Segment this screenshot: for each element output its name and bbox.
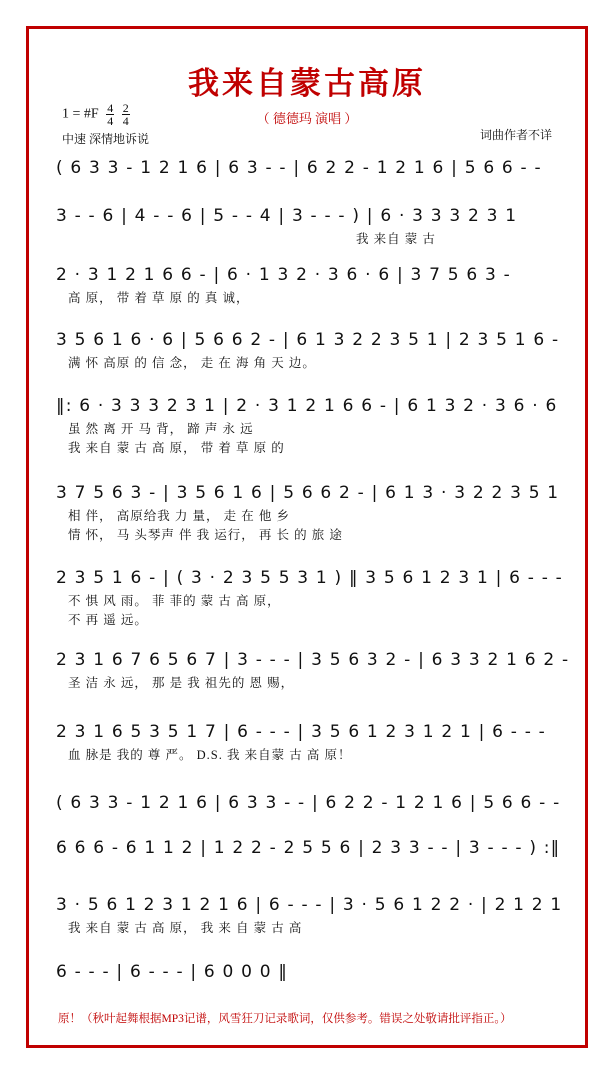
score-line-5-lyrics-verse2: 我 来自 蒙 古 高 原， 带 着 草 原 的 [68, 441, 285, 455]
border-top [26, 26, 588, 29]
composer-credit: 词曲作者不详 [479, 128, 552, 142]
score-line-9 [56, 722, 560, 763]
score-line-4-lyrics: 满 怀 高原 的 信 念， 走 在 海 角 天 边。 [68, 356, 316, 370]
tempo-marking: 中速 深情地诉说 [62, 132, 150, 146]
score-line-12-lyrics: 我 来自 蒙 古 高 原， 我 来 自 蒙 古 高 [68, 921, 303, 935]
score-line-6-notes: 3 7 5 6 3 - | 3 5 6 1 6 | 5 6 6 2 - | 6 1 3 · 3 2 2 3 5 1 [56, 483, 560, 503]
score-line-3-lyrics: 高 原， 带 着 草 原 的 真 诚， [68, 291, 250, 305]
score-line-7-notes: 2 3 5 1 6 - | ( 3 · 2 3 5 5 3 1 ) ‖ 3 5 6 1 2 3 1 | 6 - - - [56, 568, 563, 588]
score-line-13-notes: 6 - - - | 6 - - - | 6 0 0 0 ‖ [56, 962, 289, 982]
time-signature-1-denominator: 4 [107, 114, 114, 128]
score-line-11 [56, 838, 560, 861]
score-line-11-notes: 6 6 6 - 6 1 1 2 | 1 2 2 - 2 5 5 6 | 2 3 3 - - | 3 - - - ) :‖ [56, 838, 561, 858]
time-signature-2-denominator: 4 [122, 114, 129, 128]
score-line-8-notes: 2 3 1 6 7 6 5 6 7 | 3 - - - | 3 5 6 3 2 - | 6 3 3 2 1 6 2 - [56, 650, 570, 670]
score-line-6-lyrics-verse2: 情 怀， 马 头琴声 伴 我 运行， 再 长 的 旅 途 [68, 528, 343, 542]
score-line-7 [56, 568, 563, 628]
footnote-text: 原！（秋叶起舞根据MP3记谱，风雪狂刀记录歌词，仅供参考。错误之处敬请批评指正。） [58, 1013, 512, 1025]
score-line-3 [56, 265, 560, 306]
score-line-12 [56, 895, 563, 936]
score-line-8-lyrics: 圣 洁 永 远， 那 是 我 祖先的 恩 赐， [68, 676, 295, 690]
time-signature-1-numerator: 4 [107, 101, 114, 115]
score-line-7-lyrics: 不 惧 风 雨。 菲 菲的 蒙 古 高 原， [68, 594, 281, 608]
score-line-12-notes: 3 · 5 6 1 2 3 1 2 1 6 | 6 - - - | 3 · 5 6 1 2 2 · | 2 1 2 1 [56, 895, 563, 915]
score-line-2-notes: 3 - - 6 | 4 - - 6 | 5 - - 4 | 3 - - - ) | 6 · 3 3 3 2 3 1 [56, 206, 518, 226]
score-line-9-notes: 2 3 1 6 5 3 5 1 7 | 6 - - - | 3 5 6 1 2 3 1 2 1 | 6 - - - [56, 722, 547, 742]
score-line-2 [56, 206, 560, 247]
time-signature-2 [122, 102, 130, 127]
time-signature-2-numerator: 2 [122, 101, 129, 115]
score-line-8 [56, 650, 570, 691]
score-line-6 [56, 483, 560, 543]
score-line-1-notes: ( 6 3 3 - 1 2 1 6 | 6 3 - - | 6 2 2 - 1 2 1 6 | 5 6 6 - - [56, 158, 542, 178]
song-title: 我来自蒙古高原 [188, 66, 426, 101]
score-line-10 [56, 793, 560, 816]
border-bottom [26, 1045, 588, 1048]
score-line-3-notes: 2 · 3 1 2 1 6 6 - | 6 · 1 3 2 · 3 6 · 6 | 3 7 5 6 3 - [56, 265, 511, 285]
score-line-7-lyrics-verse2: 不 再 遥 远。 [68, 613, 148, 627]
time-signature-1 [106, 102, 114, 127]
score-line-13 [56, 962, 560, 985]
score-line-5-notes: ‖: 6 · 3 3 3 2 3 1 | 2 · 3 1 2 1 6 6 - | 6 1 3 2 · 3 6 · 6 [56, 396, 558, 416]
key-signature-block [62, 102, 130, 127]
score-line-10-notes: ( 6 3 3 - 1 2 1 6 | 6 3 3 - - | 6 2 2 - 1 2 1 6 | 5 6 6 - - [56, 793, 561, 813]
score-line-5-lyrics: 虽 然 离 开 马 背， 蹄 声 永 远 [68, 422, 254, 436]
score-line-1 [56, 158, 560, 181]
score-line-9-lyrics: 血 脉是 我的 尊 严。 D.S. 我 来自蒙 古 高 原！ [68, 748, 352, 762]
score-line-6-lyrics: 相 伴， 高原给我 力 量， 走 在 他 乡 [68, 509, 291, 523]
performer-credit: （ 德德玛 演唱 ） [256, 111, 358, 126]
score-line-4-notes: 3 5 6 1 6 · 6 | 5 6 6 2 - | 6 1 3 2 2 3 5 1 | 2 3 5 1 6 - [56, 330, 560, 350]
border-left [26, 26, 29, 1048]
border-right [585, 26, 588, 1048]
key-signature: 1 = #F [62, 106, 99, 122]
score-line-5 [56, 396, 560, 456]
score-line-4 [56, 330, 560, 371]
score-line-2-lyrics: 我 来自 蒙 古 [356, 232, 436, 246]
